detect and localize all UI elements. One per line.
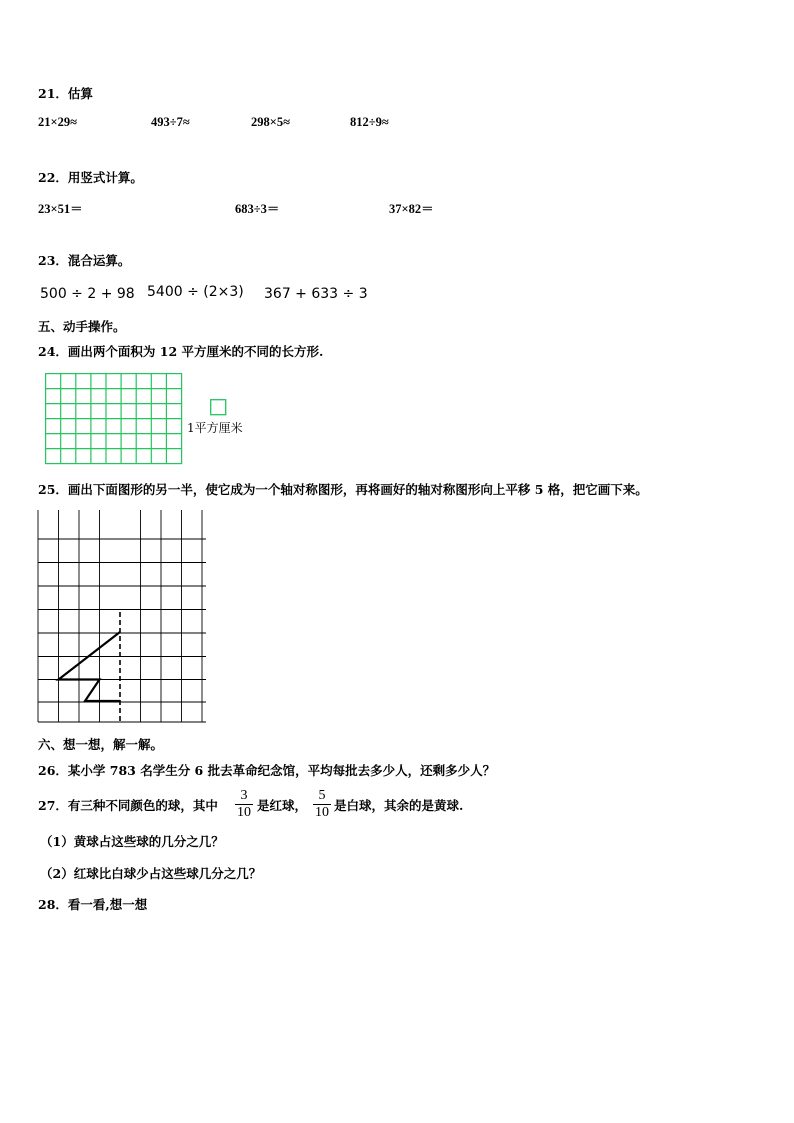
section-5-heading: 五、动手操作。 <box>38 319 126 334</box>
q27-sub-1: （1）黄球占这些球的几分之几？ <box>40 834 224 849</box>
q21-item-4: 812÷9≈ <box>350 115 389 129</box>
q23-item-3: 367 + 633 ÷ 3 <box>264 286 368 302</box>
q27-fraction-2 <box>313 788 331 821</box>
q22-item-2: 683÷3＝ <box>235 202 280 216</box>
q27-sub-2: （2）红球比白球少占这些球几分之几？ <box>40 866 262 881</box>
section-6-heading: 六、想一想，解一解。 <box>38 737 164 752</box>
q21-title: 21．估算 <box>38 86 93 101</box>
q27-fraction-2-numerator: 5 <box>318 788 326 803</box>
q27-fraction-1-denominator: 10 <box>237 805 251 820</box>
q27-mid: 是红球， <box>257 798 308 813</box>
q27-fraction-1-numerator: 3 <box>240 788 248 803</box>
q21-item-1: 21×29≈ <box>38 115 77 129</box>
q25-grid-figure <box>36 508 208 724</box>
q27-prefix: 27．有三种不同颜色的球，其中 <box>38 798 218 813</box>
q26-title: 26．某小学 783 名学生分 6 批去革命纪念馆，平均每批去多少人，还剩多少人？ <box>38 763 496 778</box>
q23-title: 23．混合运算。 <box>38 253 131 268</box>
q27-fraction-1 <box>235 788 253 821</box>
q21-item-2: 493÷7≈ <box>151 115 190 129</box>
q25-title: 25．画出下面图形的另一半，使它成为一个轴对称图形，再将画好的轴对称图形向上平移 5 格，把它画下来。 <box>38 482 648 497</box>
q22-item-3: 37×82＝ <box>389 202 434 216</box>
q24-green-grid <box>45 373 183 465</box>
q28-title: 28．看一看,想一想 <box>38 897 148 912</box>
q23-item-2: 5400 ÷ (2×3) <box>147 284 244 300</box>
q22-item-1: 23×51＝ <box>38 202 83 216</box>
q24-title: 24．画出两个面积为 12 平方厘米的不同的长方形. <box>38 344 324 359</box>
q22-title: 22．用竖式计算。 <box>38 170 143 185</box>
q24-unit-square <box>210 399 227 416</box>
q27-suffix: 是白球，其余的是黄球. <box>334 798 464 813</box>
q24-unit-label: 1平方厘米 <box>187 421 243 435</box>
q21-item-3: 298×5≈ <box>251 115 290 129</box>
q27-fraction-2-denominator: 10 <box>315 805 329 820</box>
q23-item-1: 500 ÷ 2 + 98 <box>40 286 135 302</box>
